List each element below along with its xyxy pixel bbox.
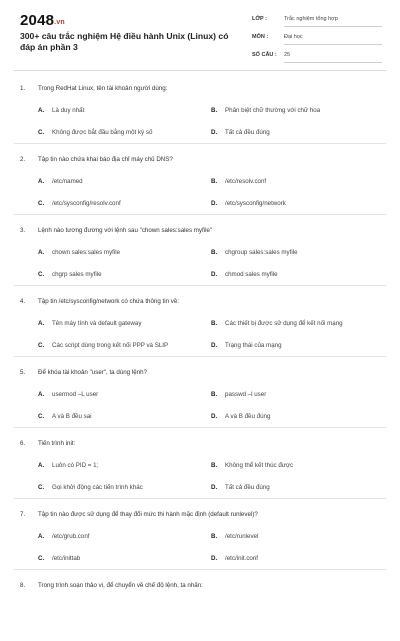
option-b[interactable] bbox=[211, 320, 343, 327]
option-d[interactable] bbox=[211, 200, 286, 207]
option-letter: B. bbox=[211, 320, 218, 327]
option-text: Không được bắt đầu bằng một ký số bbox=[52, 129, 153, 136]
question-item bbox=[0, 286, 400, 357]
option-text: Các thiết bị được sử dụng để kết nối mạng bbox=[225, 320, 343, 327]
option-text: A và B đều đúng bbox=[225, 413, 271, 420]
option-a[interactable] bbox=[38, 462, 98, 469]
option-c[interactable] bbox=[38, 413, 92, 420]
option-text: chmod sales myfile bbox=[225, 271, 278, 278]
meta-value: Trắc nghiệm tổng hợp bbox=[284, 16, 382, 27]
question-number: 8. bbox=[20, 582, 26, 589]
option-letter: A. bbox=[38, 462, 45, 469]
option-a[interactable] bbox=[38, 320, 141, 327]
option-letter: B. bbox=[211, 462, 218, 469]
document-meta bbox=[252, 14, 382, 68]
option-a[interactable] bbox=[38, 107, 84, 114]
question-text bbox=[20, 582, 380, 589]
option-text: chgrp sales myfile bbox=[52, 271, 102, 278]
option-b[interactable] bbox=[211, 107, 320, 114]
question-text bbox=[20, 227, 380, 234]
option-text: Tất cả đều đúng bbox=[225, 129, 270, 136]
option-letter: A. bbox=[38, 320, 45, 327]
question-prompt: Tiến trình init: bbox=[38, 440, 76, 447]
option-c[interactable] bbox=[38, 555, 80, 562]
question-number: 1. bbox=[20, 85, 26, 92]
option-b[interactable] bbox=[211, 249, 298, 256]
option-text: chown sales:sales myfile bbox=[52, 249, 121, 256]
option-letter: D. bbox=[211, 200, 218, 207]
option-c[interactable] bbox=[38, 200, 121, 207]
option-d[interactable] bbox=[211, 129, 270, 136]
option-text: /etc/named bbox=[52, 178, 83, 185]
option-letter: C. bbox=[38, 129, 45, 136]
option-text: chgroup sales:sales myfile bbox=[225, 249, 298, 256]
option-text: Gọi khởi động các tiến trình khác bbox=[52, 484, 143, 491]
option-letter: C. bbox=[38, 484, 45, 491]
option-letter: D. bbox=[211, 555, 218, 562]
option-d[interactable] bbox=[211, 271, 278, 278]
question-item bbox=[0, 357, 400, 428]
question-prompt: Trong RedHat Linux, tên tài khoản người dùng: bbox=[38, 85, 168, 92]
question-item bbox=[0, 73, 400, 144]
option-text: /etc/runlevel bbox=[225, 533, 259, 540]
meta-count-row bbox=[252, 50, 382, 68]
question-number: 3. bbox=[20, 227, 26, 234]
option-letter: B. bbox=[211, 533, 218, 540]
option-letter: D. bbox=[211, 342, 218, 349]
option-letter: B. bbox=[211, 107, 218, 114]
meta-subject-row bbox=[252, 32, 382, 50]
option-d[interactable] bbox=[211, 484, 270, 491]
question-item bbox=[0, 499, 400, 570]
option-b[interactable] bbox=[211, 391, 266, 398]
meta-label: SỐ CÂU : bbox=[252, 52, 277, 58]
option-a[interactable] bbox=[38, 178, 83, 185]
question-text bbox=[20, 511, 380, 518]
option-letter: A. bbox=[38, 249, 45, 256]
question-item bbox=[0, 144, 400, 215]
logo-suffix: .vn bbox=[54, 19, 65, 26]
question-text bbox=[20, 369, 380, 376]
question-prompt: Tập tin nào được sử dụng để thay đổi mức thi hành mặc định (default runlevel)? bbox=[38, 511, 258, 518]
question-prompt: Tập tin /etc/sysconfig/network có chứa thông tin về: bbox=[38, 298, 180, 305]
question-prompt: Tập tin nào chứa khai báo địa chỉ máy chủ DNS? bbox=[38, 156, 173, 163]
option-letter: A. bbox=[38, 533, 45, 540]
question-text bbox=[20, 156, 380, 163]
option-letter: D. bbox=[211, 271, 218, 278]
option-text: /etc/inittab bbox=[52, 555, 81, 562]
option-text: /etc/sysconfig/network bbox=[225, 200, 286, 207]
option-d[interactable] bbox=[211, 555, 258, 562]
option-letter: C. bbox=[38, 555, 45, 562]
option-a[interactable] bbox=[38, 533, 90, 540]
option-a[interactable] bbox=[38, 249, 120, 256]
option-text: /etc/grub.conf bbox=[52, 533, 90, 540]
document-title: 300+ câu trắc nghiệm Hệ điều hành Unix (Linux) có đáp án phần 3 bbox=[20, 31, 229, 52]
option-text: Tên máy tính và default gateway bbox=[52, 320, 142, 327]
meta-value: Đại học bbox=[284, 34, 382, 45]
question-prompt: Lệnh nào tương đương với lệnh sau "chown sales:sales myfile" bbox=[38, 227, 213, 234]
option-c[interactable] bbox=[38, 271, 102, 278]
option-b[interactable] bbox=[211, 178, 266, 185]
option-d[interactable] bbox=[211, 413, 270, 420]
option-letter: D. bbox=[211, 484, 218, 491]
option-d[interactable] bbox=[211, 342, 282, 349]
question-item bbox=[0, 215, 400, 286]
option-letter: B. bbox=[211, 249, 218, 256]
question-item bbox=[0, 428, 400, 499]
question-number: 6. bbox=[20, 440, 26, 447]
option-c[interactable] bbox=[38, 342, 168, 349]
option-text: Trạng thái của mạng bbox=[225, 342, 282, 349]
option-b[interactable] bbox=[211, 462, 293, 469]
option-letter: C. bbox=[38, 271, 45, 278]
option-c[interactable] bbox=[38, 129, 152, 136]
option-letter: D. bbox=[211, 129, 218, 136]
option-text: Không thể kết thúc được bbox=[225, 462, 294, 469]
option-letter: B. bbox=[211, 178, 218, 185]
question-prompt: Trong trình soạn thảo vi, để chuyển về chế độ lệnh, ta nhấn: bbox=[38, 582, 203, 589]
question-prompt: Để khóa tài khoản "user", ta dùng lệnh? bbox=[38, 369, 147, 376]
option-text: passwd –l user bbox=[225, 391, 267, 398]
option-text: /etc/init.conf bbox=[225, 555, 259, 562]
option-text: Là duy nhất bbox=[52, 107, 85, 114]
meta-label: LỚP : bbox=[252, 16, 267, 22]
option-letter: C. bbox=[38, 342, 45, 349]
option-text: /etc/sysconfig/resolv.conf bbox=[52, 200, 121, 207]
option-letter: B. bbox=[211, 391, 218, 398]
question-number: 5. bbox=[20, 369, 26, 376]
option-letter: D. bbox=[211, 413, 218, 420]
option-a[interactable] bbox=[38, 391, 98, 398]
logo-text: 2048 bbox=[20, 12, 55, 29]
option-c[interactable] bbox=[38, 484, 143, 491]
option-letter: C. bbox=[38, 413, 45, 420]
option-text: Các script dùng trong kết nối PPP và SLIP bbox=[52, 342, 169, 349]
option-text: A và B đều sai bbox=[52, 413, 92, 420]
option-text: Luôn có PID = 1; bbox=[52, 462, 99, 469]
option-letter: A. bbox=[38, 178, 45, 185]
option-text: usermod –L user bbox=[52, 391, 99, 398]
option-letter: C. bbox=[38, 200, 45, 207]
question-number: 2. bbox=[20, 156, 26, 163]
question-text bbox=[20, 440, 380, 447]
question-text bbox=[20, 85, 380, 92]
question-text bbox=[20, 298, 380, 305]
option-letter: A. bbox=[38, 391, 45, 398]
meta-class-row bbox=[252, 14, 382, 32]
header-divider bbox=[14, 70, 386, 71]
option-letter: A. bbox=[38, 107, 45, 114]
option-text: Tất cả đều đúng bbox=[225, 484, 270, 491]
question-list bbox=[0, 73, 400, 641]
meta-label: MÔN : bbox=[252, 34, 269, 40]
site-logo[interactable] bbox=[20, 12, 65, 29]
question-item bbox=[0, 570, 400, 641]
option-b[interactable] bbox=[211, 533, 258, 540]
question-number: 7. bbox=[20, 511, 26, 518]
meta-value: 25 bbox=[284, 52, 382, 63]
question-number: 4. bbox=[20, 298, 26, 305]
option-text: /etc/resolv.conf bbox=[225, 178, 267, 185]
option-text: Phân biệt chữ thường với chữ hoa bbox=[225, 107, 321, 114]
